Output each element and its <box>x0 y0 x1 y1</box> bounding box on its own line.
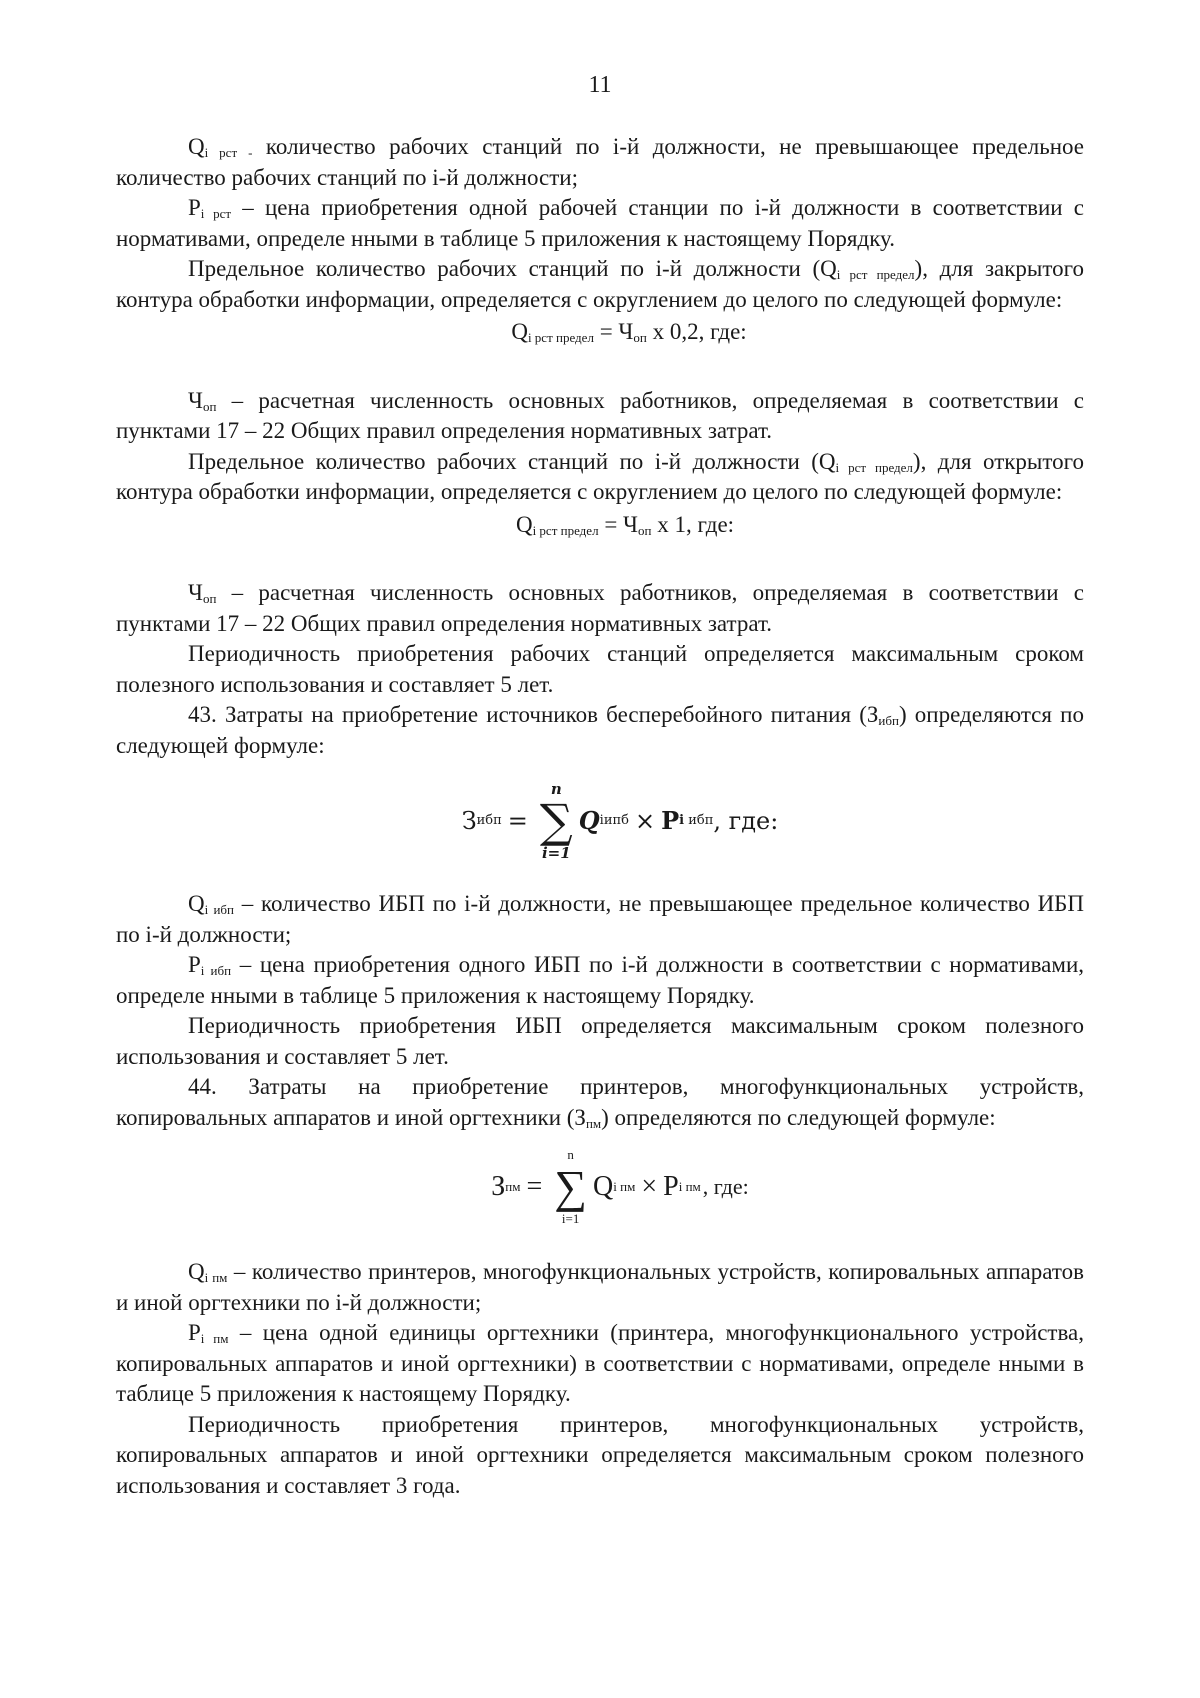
formula-ups-sum: З ибп = n ∑ i=1 Q iипб × P i ибп , где: <box>461 780 779 862</box>
paragraph-period-printers: Периодичность приобретения принтеров, многофункциональных устройств, копировальных аппаратов и иной оргтехники определяется максимальным сроком полезного использования и составляет 3 года. <box>116 1411 1084 1498</box>
paragraph-limit-open: Предельное количество рабочих станций по i-й должности $(Q_{i рст предел})$, для открытого контура обработки информации, определяется с округлением до целого по следующей формуле: <box>116 448 1084 504</box>
formula-printers-sum: З пм = n ∑ i=1 Q i пм × P i пм , где: <box>491 1147 749 1226</box>
formula-open-contour: $Q_{i рст предел} = Ч_{оп}$ х 1, где: <box>515 511 735 538</box>
paragraph-q-ups: $Q_{i ибп}$ – количество ИБП по i-й должности, не превышающее предельное количество ИБП по i-й должности; <box>116 891 1085 947</box>
paragraph-period-ups: Периодичность приобретения ИБП определяется максимальным сроком полезного использования и составляет 5 лет. <box>116 1013 1084 1069</box>
document-body <box>116 132 1084 1501</box>
paragraph-chop-1: $Ч_{оп}$ – расчетная численность основных работников, определяемая в соответствии с пунктами 17 – 22 Общих правил определения нормативных затрат. <box>116 387 1084 443</box>
page-number: 11 <box>588 72 612 98</box>
paragraph-43: 43. Затраты на приобретение источников бесперебойного питания $(З_{ибп})$ определяются по следующей формуле: <box>116 702 1084 758</box>
paragraph-q-pm: $Q_{i пм}$ – количество принтеров, многофункциональных устройств, копировальных аппаратов и иной оргтехники по i-й должности; <box>116 1259 1084 1315</box>
paragraph-44: 44. Затраты на приобретение принтеров, многофункциональных устройств, копировальных аппаратов и иной оргтехники $(З_{пм})$ определяются по следующей формуле: <box>116 1074 1084 1131</box>
paragraph-p-rst: $P_{i рст}$ – цена приобретения одной рабочей станции по i-й должности в соответствии с нормативами, определе нными в таблице 5 приложения к настоящему Порядку. <box>116 195 1084 251</box>
paragraph-q-rst: $Q_{i рст -}$ количество рабочих станций по i-й должности, не превышающее предельное количество рабочих станций по i-й должности; <box>116 134 1084 190</box>
sum-operator: n ∑ i=1 <box>554 1147 588 1226</box>
paragraph-period-workstations: Периодичность приобретения рабочих станций определяется максимальным сроком полезного использования и составляет 5 лет. <box>116 641 1084 697</box>
paragraph-p-ups: $P_{i ибп}$ – цена приобретения одного ИБП по i-й должности в соответствии с нормативами, определе нными в таблице 5 приложения к настоящему Порядку. <box>116 952 1084 1008</box>
paragraph-chop-2: $Ч_{оп}$ – расчетная численность основных работников, определяемая в соответствии с пунктами 17 – 22 Общих правил определения нормативных затрат. <box>116 580 1084 636</box>
paragraph-limit-closed: Предельное количество рабочих станций по i-й должности $(Q_{i рст предел})$, для закрытого контура обработки информации, определяется с округлением до целого по следующей формуле: <box>116 256 1084 312</box>
formula-closed-contour: $Q_{i рст предел} = Ч_{оп}$ х 0,2, где: <box>511 319 747 345</box>
sum-operator: n ∑ i=1 <box>539 780 573 862</box>
paragraph-p-pm: $P_{i пм}$ – цена одной единицы оргтехники (принтера, многофункционального устройства, копировальных аппаратов и иной оргтехники) в соответствии с нормативами, определе нными в таблице 5 приложения к настоящему Порядку. <box>116 1320 1084 1406</box>
